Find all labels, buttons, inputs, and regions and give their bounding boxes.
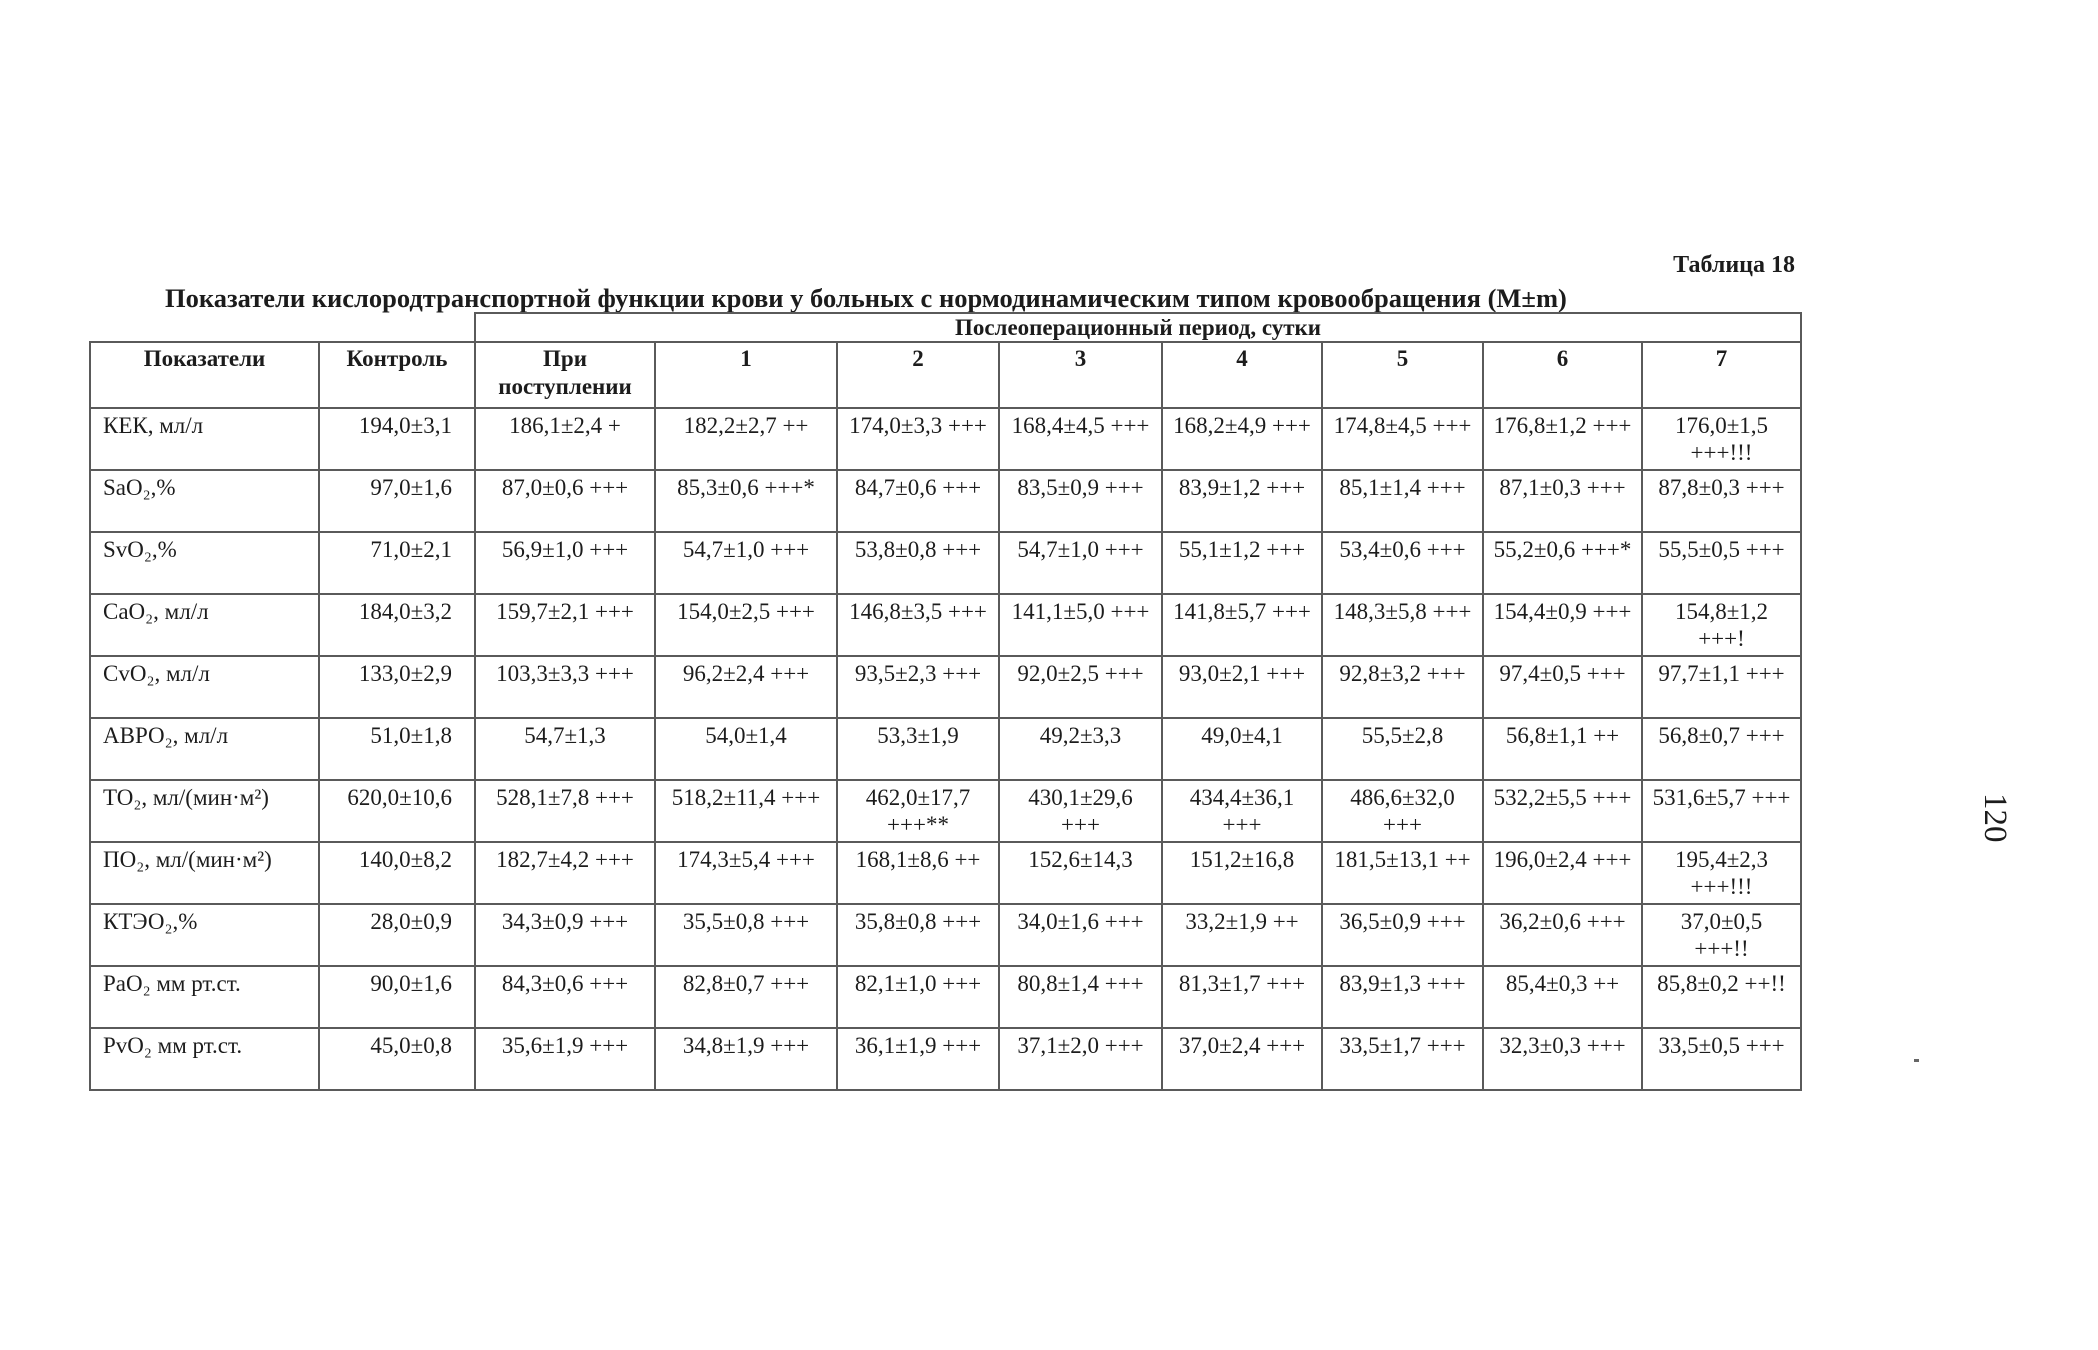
- value-cell: 148,3±5,8 +++: [1322, 594, 1483, 656]
- value-cell: 154,4±0,9 +++: [1483, 594, 1642, 656]
- value-cell: 186,1±2,4 +: [475, 408, 655, 470]
- value-cell: 97,7±1,1 +++: [1642, 656, 1801, 718]
- value-cell: 83,5±0,9 +++: [999, 470, 1162, 532]
- table-row: [90, 904, 1801, 966]
- value-cell: 36,2±0,6 +++: [1483, 904, 1642, 966]
- value-cell: 35,6±1,9 +++: [475, 1028, 655, 1090]
- value-cell: 181,5±13,1 ++: [1322, 842, 1483, 904]
- control-cell: 620,0±10,6: [319, 780, 475, 842]
- value-cell: 182,2±2,7 ++: [655, 408, 837, 470]
- control-cell: 28,0±0,9: [319, 904, 475, 966]
- value-cell: 54,0±1,4: [655, 718, 837, 780]
- value-cell: 85,1±1,4 +++: [1322, 470, 1483, 532]
- value-cell: 174,8±4,5 +++: [1322, 408, 1483, 470]
- value-cell: 81,3±1,7 +++: [1162, 966, 1322, 1028]
- value-cell: 87,0±0,6 +++: [475, 470, 655, 532]
- value-cell: 141,8±5,7 +++: [1162, 594, 1322, 656]
- value-cell: 159,7±2,1 +++: [475, 594, 655, 656]
- value-cell: 37,0±2,4 +++: [1162, 1028, 1322, 1090]
- scan-speck: [1914, 1059, 1919, 1062]
- value-cell: 93,0±2,1 +++: [1162, 656, 1322, 718]
- value-cell: 85,4±0,3 ++: [1483, 966, 1642, 1028]
- value-cell: 93,5±2,3 +++: [837, 656, 999, 718]
- value-cell: 53,4±0,6 +++: [1322, 532, 1483, 594]
- value-cell: 85,3±0,6 +++*: [655, 470, 837, 532]
- value-cell: 174,0±3,3 +++: [837, 408, 999, 470]
- value-cell: 92,0±2,5 +++: [999, 656, 1162, 718]
- table-row: [90, 842, 1801, 904]
- value-cell: 152,6±14,3: [999, 842, 1162, 904]
- value-cell: 430,1±29,6 +++: [999, 780, 1162, 842]
- value-cell: 32,3±0,3 +++: [1483, 1028, 1642, 1090]
- value-cell: 54,7±1,0 +++: [655, 532, 837, 594]
- value-cell: 55,5±2,8: [1322, 718, 1483, 780]
- value-cell: 87,1±0,3 +++: [1483, 470, 1642, 532]
- column-header: При поступлении: [475, 342, 655, 408]
- table-row: [90, 470, 1801, 532]
- control-cell: 51,0±1,8: [319, 718, 475, 780]
- value-cell: 85,8±0,2 ++!!: [1642, 966, 1801, 1028]
- value-cell: 84,3±0,6 +++: [475, 966, 655, 1028]
- column-header: 2: [837, 342, 999, 408]
- control-cell: 90,0±1,6: [319, 966, 475, 1028]
- value-cell: 92,8±3,2 +++: [1322, 656, 1483, 718]
- column-header: 6: [1483, 342, 1642, 408]
- column-header: 4: [1162, 342, 1322, 408]
- value-cell: 35,8±0,8 +++: [837, 904, 999, 966]
- column-header: 3: [999, 342, 1162, 408]
- value-cell: 55,2±0,6 +++*: [1483, 532, 1642, 594]
- indicator-cell: CvO₂, мл/л: [90, 656, 319, 718]
- column-header: Контроль: [319, 342, 475, 408]
- table-row: [90, 718, 1801, 780]
- value-cell: 84,7±0,6 +++: [837, 470, 999, 532]
- control-cell: 140,0±8,2: [319, 842, 475, 904]
- indicator-cell: SaO₂,%: [90, 470, 319, 532]
- column-header-row: [90, 342, 1801, 408]
- value-cell: 518,2±11,4 +++: [655, 780, 837, 842]
- value-cell: 36,5±0,9 +++: [1322, 904, 1483, 966]
- value-cell: 96,2±2,4 +++: [655, 656, 837, 718]
- indicator-cell: SvO₂,%: [90, 532, 319, 594]
- column-header: 5: [1322, 342, 1483, 408]
- indicator-cell: ТО₂, мл/(мин·м²): [90, 780, 319, 842]
- indicator-cell: PaO₂ мм рт.ст.: [90, 966, 319, 1028]
- indicator-cell: АВРО₂, мл/л: [90, 718, 319, 780]
- value-cell: 56,8±1,1 ++: [1483, 718, 1642, 780]
- value-cell: 55,5±0,5 +++: [1642, 532, 1801, 594]
- value-cell: 33,2±1,9 ++: [1162, 904, 1322, 966]
- control-cell: 71,0±2,1: [319, 532, 475, 594]
- value-cell: 82,8±0,7 +++: [655, 966, 837, 1028]
- value-cell: 141,1±5,0 +++: [999, 594, 1162, 656]
- control-cell: 133,0±2,9: [319, 656, 475, 718]
- value-cell: 168,2±4,9 +++: [1162, 408, 1322, 470]
- value-cell: 174,3±5,4 +++: [655, 842, 837, 904]
- value-cell: 33,5±1,7 +++: [1322, 1028, 1483, 1090]
- control-cell: 194,0±3,1: [319, 408, 475, 470]
- page-number: 120: [1977, 793, 2013, 843]
- value-cell: 35,5±0,8 +++: [655, 904, 837, 966]
- value-cell: 532,2±5,5 +++: [1483, 780, 1642, 842]
- control-cell: 97,0±1,6: [319, 470, 475, 532]
- value-cell: 83,9±1,2 +++: [1162, 470, 1322, 532]
- value-cell: 196,0±2,4 +++: [1483, 842, 1642, 904]
- table-row: [90, 408, 1801, 470]
- value-cell: 53,3±1,9: [837, 718, 999, 780]
- value-cell: 154,8±1,2 +++!: [1642, 594, 1801, 656]
- value-cell: 34,8±1,9 +++: [655, 1028, 837, 1090]
- table-row: [90, 780, 1801, 842]
- column-header: 7: [1642, 342, 1801, 408]
- value-cell: 154,0±2,5 +++: [655, 594, 837, 656]
- value-cell: 37,1±2,0 +++: [999, 1028, 1162, 1090]
- value-cell: 146,8±3,5 +++: [837, 594, 999, 656]
- indicator-cell: КЕК, мл/л: [90, 408, 319, 470]
- value-cell: 462,0±17,7 +++**: [837, 780, 999, 842]
- indicator-cell: PvO₂ мм рт.ст.: [90, 1028, 319, 1090]
- value-cell: 168,4±4,5 +++: [999, 408, 1162, 470]
- table-number: Таблица 18: [1673, 252, 1795, 278]
- value-cell: 56,8±0,7 +++: [1642, 718, 1801, 780]
- value-cell: 34,3±0,9 +++: [475, 904, 655, 966]
- table-row: [90, 966, 1801, 1028]
- table-row: [90, 656, 1801, 718]
- value-cell: 531,6±5,7 +++: [1642, 780, 1801, 842]
- table-row: [90, 1028, 1801, 1090]
- value-cell: 49,2±3,3: [999, 718, 1162, 780]
- control-cell: 184,0±3,2: [319, 594, 475, 656]
- value-cell: 55,1±1,2 +++: [1162, 532, 1322, 594]
- value-cell: 168,1±8,6 ++: [837, 842, 999, 904]
- group-header: Послеоперационный период, сутки: [475, 313, 1801, 342]
- indicator-cell: КТЭО₂,%: [90, 904, 319, 966]
- value-cell: 82,1±1,0 +++: [837, 966, 999, 1028]
- table-row: [90, 532, 1801, 594]
- value-cell: 528,1±7,8 +++: [475, 780, 655, 842]
- value-cell: 53,8±0,8 +++: [837, 532, 999, 594]
- value-cell: 486,6±32,0 +++: [1322, 780, 1483, 842]
- control-cell: 45,0±0,8: [319, 1028, 475, 1090]
- value-cell: 83,9±1,3 +++: [1322, 966, 1483, 1028]
- value-cell: 33,5±0,5 +++: [1642, 1028, 1801, 1090]
- value-cell: 54,7±1,0 +++: [999, 532, 1162, 594]
- value-cell: 97,4±0,5 +++: [1483, 656, 1642, 718]
- data-table: [89, 312, 1802, 1091]
- value-cell: 36,1±1,9 +++: [837, 1028, 999, 1090]
- value-cell: 434,4±36,1 +++: [1162, 780, 1322, 842]
- table-row: [90, 594, 1801, 656]
- value-cell: 195,4±2,3 +++!!!: [1642, 842, 1801, 904]
- value-cell: 54,7±1,3: [475, 718, 655, 780]
- value-cell: 176,8±1,2 +++: [1483, 408, 1642, 470]
- header-spacer: [90, 313, 475, 342]
- column-header: Показатели: [90, 342, 319, 408]
- table-body: [90, 408, 1801, 1090]
- value-cell: 151,2±16,8: [1162, 842, 1322, 904]
- value-cell: 49,0±4,1: [1162, 718, 1322, 780]
- value-cell: 182,7±4,2 +++: [475, 842, 655, 904]
- value-cell: 103,3±3,3 +++: [475, 656, 655, 718]
- indicator-cell: ПО₂, мл/(мин·м²): [90, 842, 319, 904]
- value-cell: 176,0±1,5 +++!!!: [1642, 408, 1801, 470]
- value-cell: 37,0±0,5 +++!!: [1642, 904, 1801, 966]
- value-cell: 87,8±0,3 +++: [1642, 470, 1801, 532]
- value-cell: 34,0±1,6 +++: [999, 904, 1162, 966]
- value-cell: 56,9±1,0 +++: [475, 532, 655, 594]
- indicator-cell: CaO₂, мл/л: [90, 594, 319, 656]
- table-title: Показатели кислородтранспортной функции крови у больных с нормодинамическим типом кровообращения (M±m): [165, 283, 1567, 313]
- value-cell: 80,8±1,4 +++: [999, 966, 1162, 1028]
- column-header: 1: [655, 342, 837, 408]
